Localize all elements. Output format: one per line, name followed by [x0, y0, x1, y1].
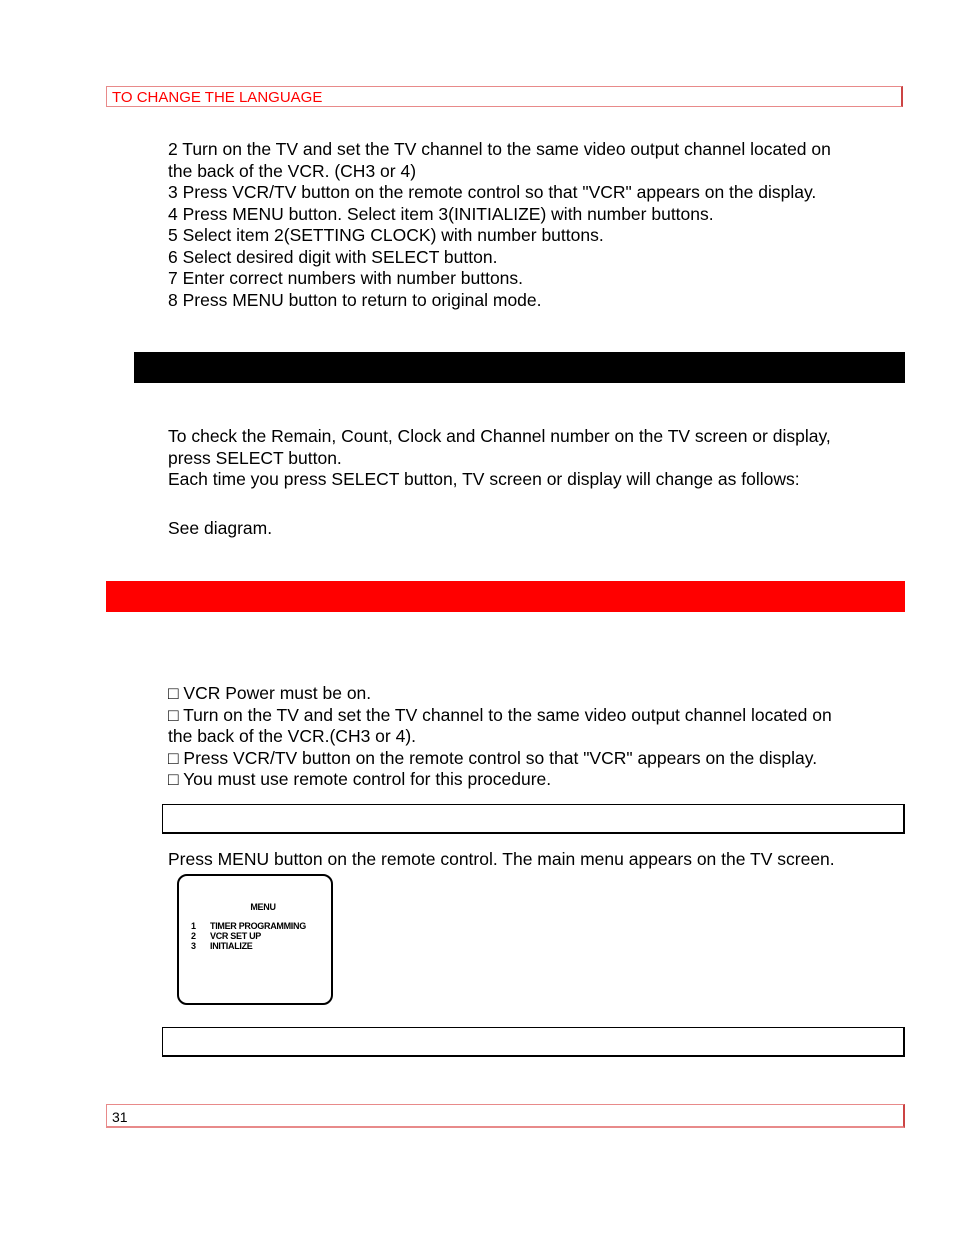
step-line: the back of the VCR. (CH3 or 4): [168, 160, 417, 181]
step-line: 3 Press VCR/TV button on the remote control so that "VCR" appears on the display.: [168, 182, 817, 202]
tv-menu-item-label: TIMER PROGRAMMING: [210, 921, 306, 931]
tv-menu-item-number: 3: [191, 941, 196, 951]
step-line: 5 Select item 2(SETTING CLOCK) with number buttons.: [168, 225, 604, 245]
display-info-line: To check the Remain, Count, Clock and Channel number on the TV screen or display,: [168, 426, 831, 446]
display-info-line: press SELECT button.: [168, 447, 342, 468]
prereq-line: □ You must use remote control for this procedure.: [168, 769, 552, 789]
tv-menu-item-label: VCR SET UP: [210, 931, 262, 941]
prereq-line: □ Press VCR/TV button on the remote control so that "VCR" appears on the display.: [168, 747, 818, 768]
empty-outline-box: [162, 804, 905, 834]
empty-outline-box: [162, 1027, 905, 1057]
tv-menu-item-label: INITIALIZE: [210, 941, 253, 951]
tv-menu-item-number: 1: [191, 921, 196, 931]
prereq-line: □ Turn on the TV and set the TV channel to the same video output channel located on: [168, 704, 832, 725]
prerequisites-list: [168, 683, 898, 791]
step-line: 4 Press MENU button. Select item 3(INITIALIZE) with number buttons.: [168, 203, 714, 224]
red-section-bar: [106, 581, 905, 612]
black-section-bar: [134, 352, 905, 383]
step-line: 6 Select desired digit with SELECT button.: [168, 246, 498, 267]
step-line: 8 Press MENU button to return to original mode.: [168, 289, 542, 310]
display-info-paragraph: [168, 426, 898, 491]
page-number: 31: [112, 1109, 128, 1125]
diagram-note: [168, 518, 898, 540]
menu-instruction: [168, 849, 898, 871]
display-info-line: Each time you press SELECT button, TV screen or display will change as follows:: [168, 469, 800, 489]
tv-menu-item-number: 2: [191, 931, 196, 941]
tv-menu-title: MENU: [250, 902, 276, 912]
step-line: 7 Enter correct numbers with number buttons.: [168, 268, 524, 288]
section-header-title: TO CHANGE THE LANGUAGE: [112, 89, 323, 106]
step-line: 2 Turn on the TV and set the TV channel to the same video output channel located on: [168, 139, 831, 159]
tv-screen-illustration: [177, 874, 333, 1005]
diagram-note-text: See diagram.: [168, 518, 273, 538]
prereq-line: □ VCR Power must be on.: [168, 683, 372, 703]
prereq-line: the back of the VCR.(CH3 or 4).: [168, 726, 417, 746]
section-header: [106, 86, 903, 107]
clock-steps-list: [168, 139, 898, 311]
page-footer: [106, 1104, 905, 1128]
menu-instruction-text: Press MENU button on the remote control. The main menu appears on the TV screen.: [168, 849, 835, 869]
